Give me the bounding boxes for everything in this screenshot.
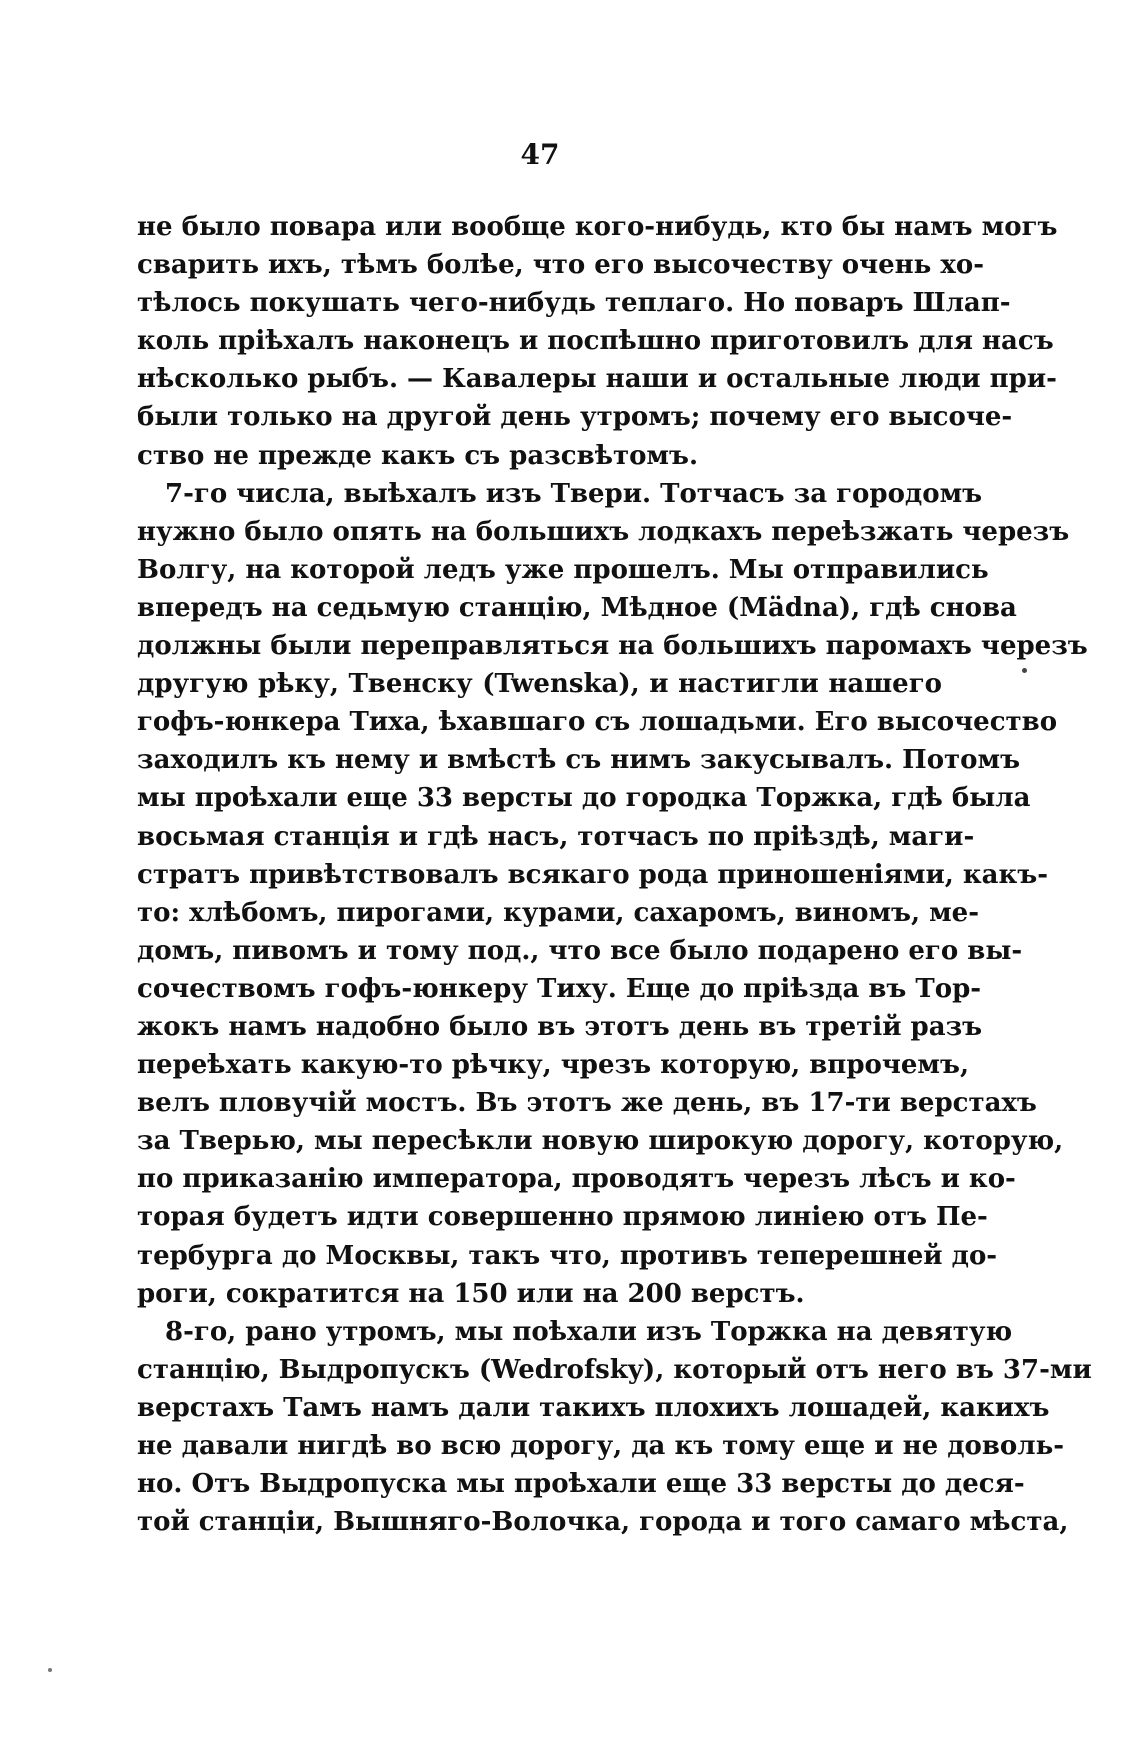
text-line: переѣхать какую-то рѣчку, чрезъ которую, впрочемъ, [137,1050,970,1081]
text-line: домъ, пивомъ и тому под., что все было подарено его вы- [137,935,1023,966]
text-line: тербурга до Москвы, такъ что, противъ теперешней до- [137,1240,998,1271]
text-line: станцiю, Выдропускъ (Wedrofsky), который отъ него въ 37-ми [137,1354,1092,1385]
text-line: Волгу, на которой ледъ уже прошелъ. Мы отправились [137,554,989,585]
text-line: то: хлѣбомъ, пирогами, курами, сахаромъ, виномъ, ме- [137,897,979,928]
text-line: по приказанiю императора, проводятъ черезъ лѣсъ и ко- [137,1164,1016,1195]
body-text [137,208,1092,1541]
page-number: 47 [520,138,560,171]
text-line: тѣлось покушать чего-нибудь теплаго. Но поваръ Шлап- [137,288,1011,319]
text-line: нѣсколько рыбъ. — Кавалеры наши и остальные люди при- [137,364,1057,395]
paragraph-start-line: 7-го числа, выѣхалъ изъ Твери. Тотчасъ за городомъ [165,478,983,509]
text-line: были только на другой день утромъ; почему его высоче- [137,402,1013,433]
text-line: не было повара или вообще кого-нибудь, кто бы намъ могъ [137,212,1058,242]
text-line: роги, сократится на 150 или на 200 верстъ. [137,1278,805,1309]
paragraph-start-line: 8-го, рано утромъ, мы поѣхали изъ Торжка на девятую [165,1316,1013,1347]
text-line: верстахъ Тамъ намъ дали такихъ плохихъ лошадей, какихъ [137,1392,1050,1423]
text-line: сочествомъ гофъ-юнкеру Тиху. Еще до прiѣзда въ Тор- [137,973,982,1004]
text-line: велъ пловучiй мостъ. Въ этотъ же день, въ 17-ти верстахъ [137,1088,1037,1119]
corner-dot [48,1668,52,1672]
text-line: той станцiи, Вышняго-Волочка, города и того самаго мѣста, [137,1507,1069,1538]
text-line: коль прiѣхалъ наконецъ и поспѣшно приготовилъ для насъ [137,326,1054,357]
text-line: мы проѣхали еще 33 версты до городка Торжка, гдѣ была [137,783,1031,814]
text-line: за Тверью, мы пересѣкли новую широкую дорогу, которую, [137,1126,1064,1157]
text-line: заходилъ къ нему и вмѣстѣ съ нимъ закусывалъ. Потомъ [137,745,1021,776]
text-line: жокъ намъ надобно было въ этотъ день въ третiй разъ [137,1011,983,1042]
text-line: сварить ихъ, тѣмъ болѣе, что его высочеству очень хо- [137,250,985,281]
text-line: гофъ-юнкера Тиха, ѣхавшаго съ лошадьми. Его высочество [137,707,1058,738]
margin-dot [1022,668,1027,673]
text-line: но. Отъ Выдропуска мы проѣхали еще 33 версты до деся- [137,1469,1025,1500]
text-line: другую рѣку, Твенску (Twenska), и настигли нашего [137,669,942,700]
text-line: ство не прежде какъ съ разсвѣтомъ. [137,440,699,471]
text-line: восьмая станцiя и гдѣ насъ, тотчасъ по прiѣздѣ, маги- [137,821,975,852]
text-line: стратъ привѣтствовалъ всякаго рода приношенiями, какъ- [137,859,1048,890]
text-line: впередъ на седьмую станцiю, Мѣдное (Mädna), гдѣ снова [137,592,1017,623]
text-line: должны были переправляться на большихъ паромахъ черезъ [137,631,1088,662]
text-line: нужно было опять на большихъ лодкахъ переѣзжать черезъ [137,516,1070,547]
text-line: не давали нигдѣ во всю дорогу, да къ тому еще и не доволь- [137,1431,1065,1461]
text-line: торая будетъ идти совершенно прямою линiею отъ Пе- [137,1202,988,1233]
